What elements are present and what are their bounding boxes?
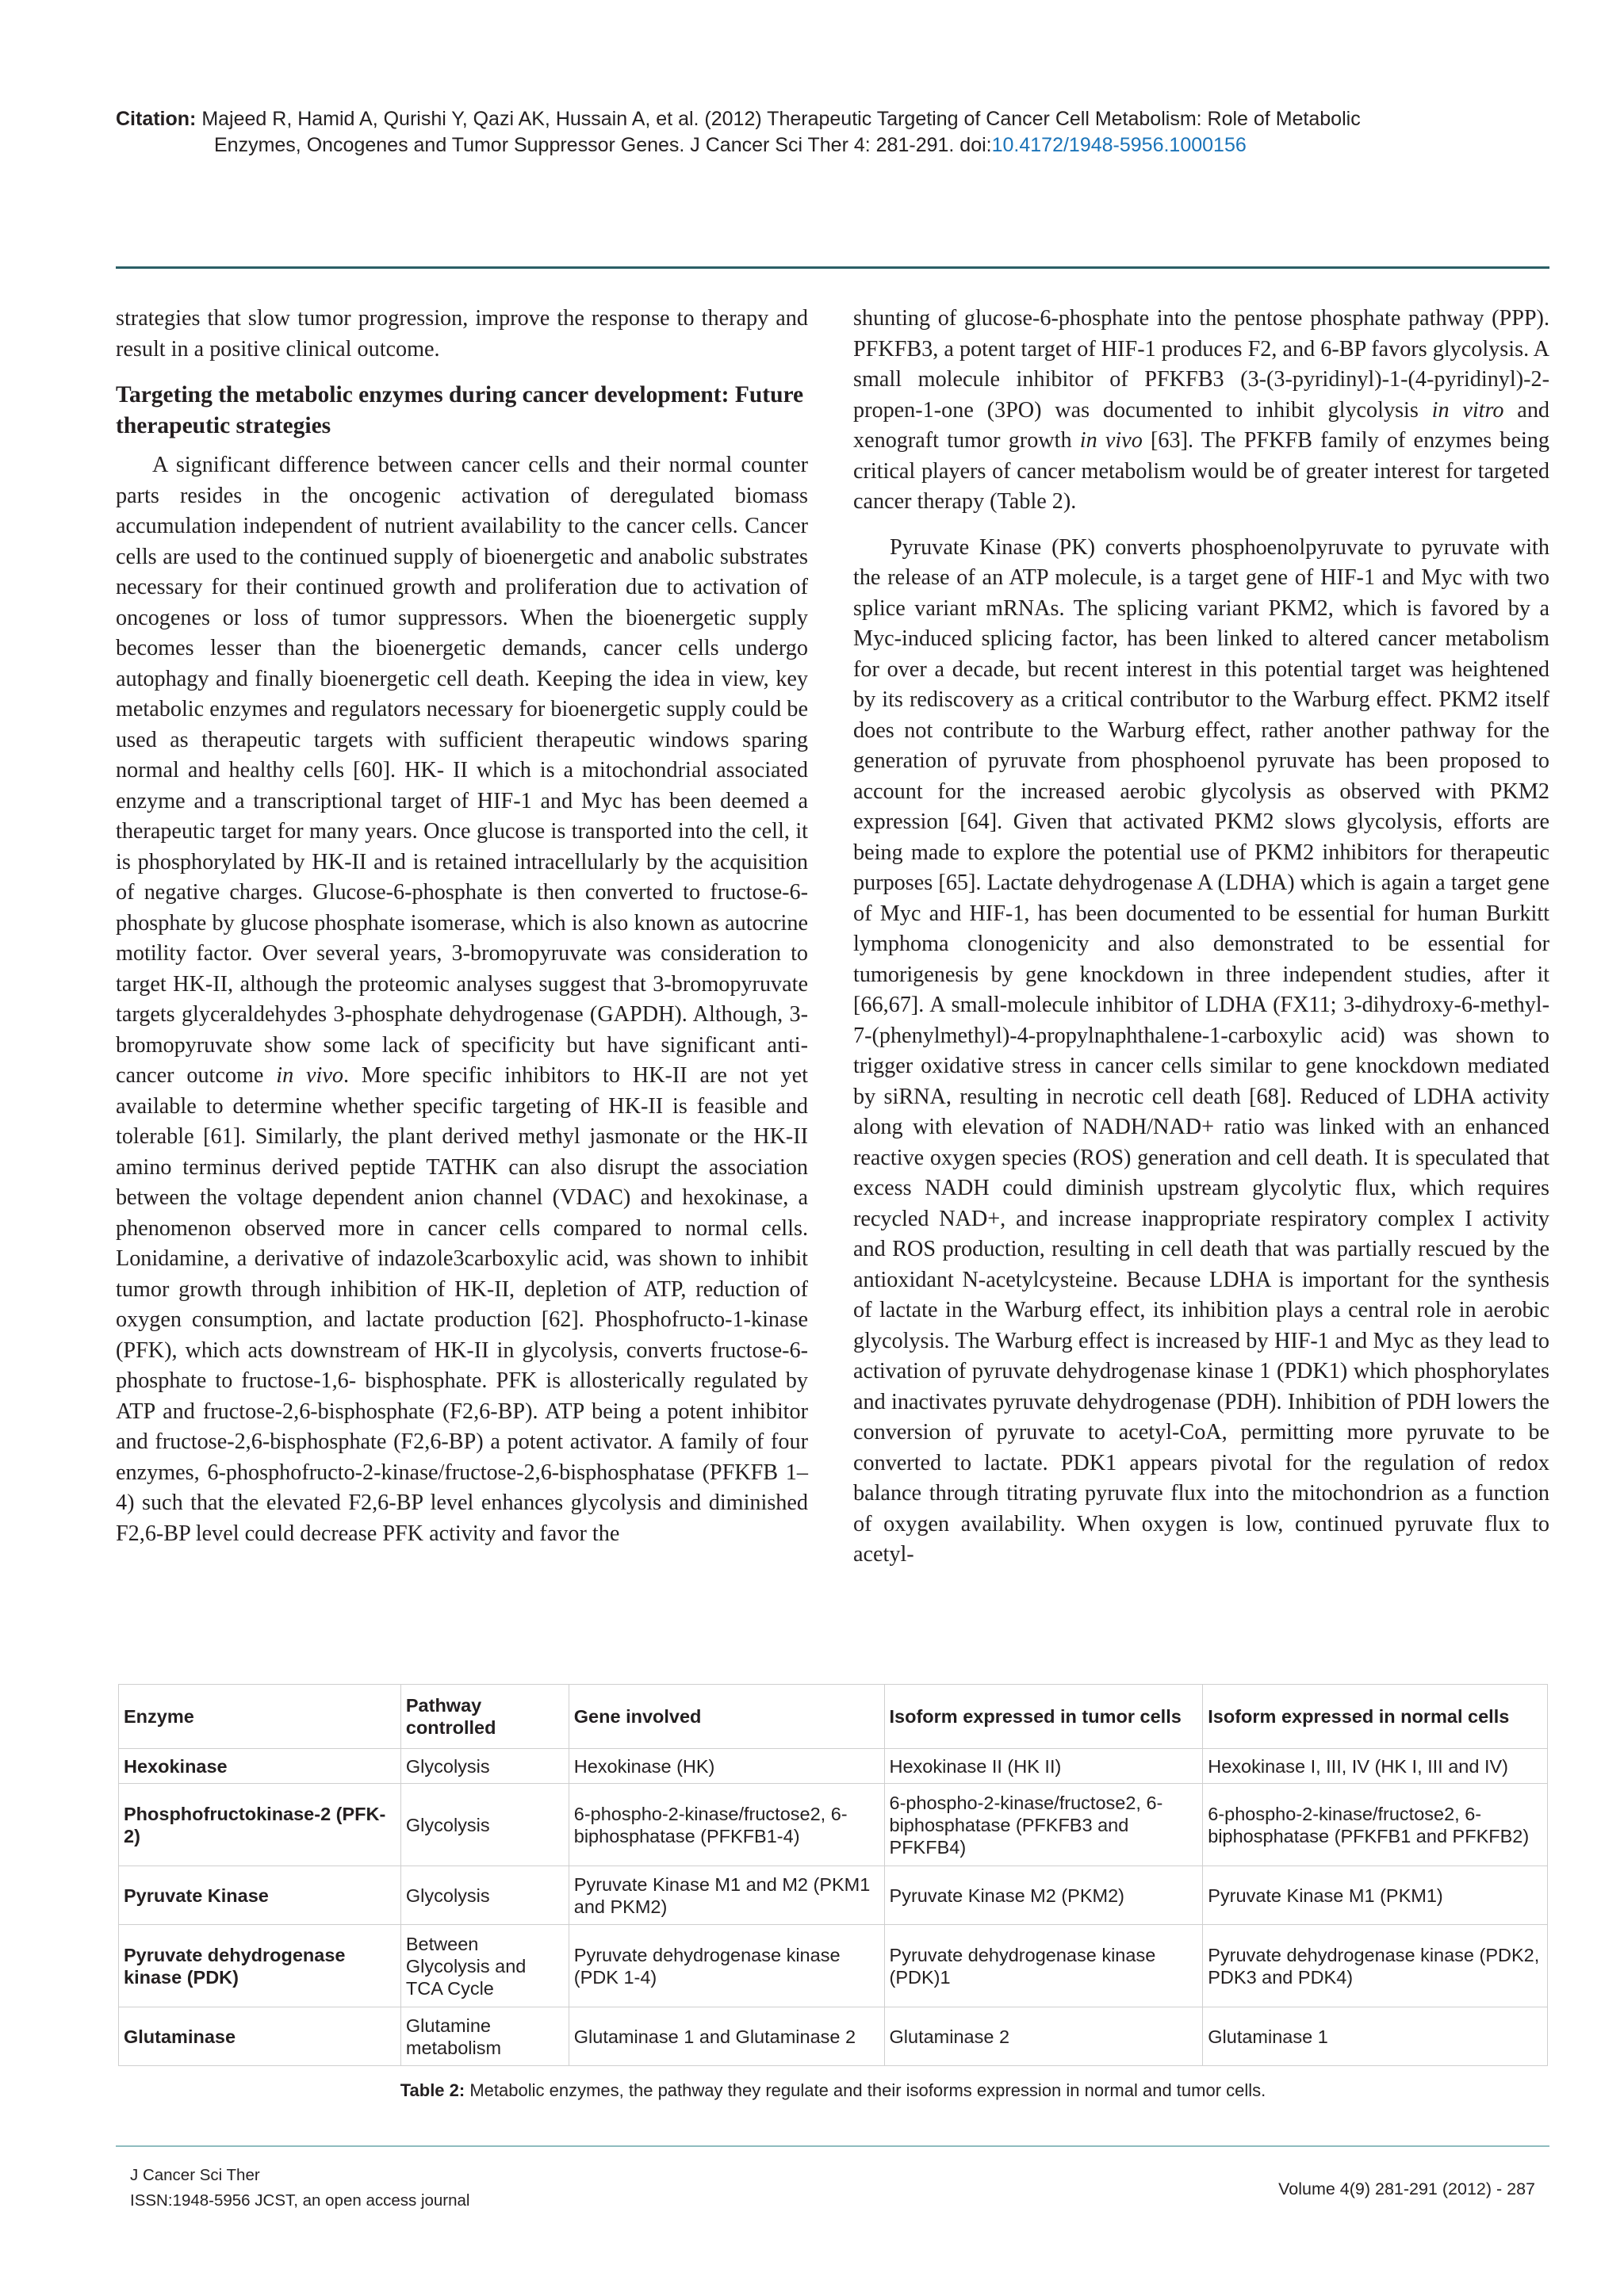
table-cell: Pyruvate Kinase M1 (PKM1) (1203, 1866, 1548, 1925)
table-header-cell: Pathway controlled (400, 1685, 569, 1749)
footer-volume: Volume 4(9) 281-291 (2012) - 287 (1278, 2179, 1535, 2198)
table-cell: Pyruvate dehydrogenase kinase (PDK) (119, 1925, 401, 2007)
text-run: and xenograft tumor growth (853, 397, 1550, 453)
table-cell: 6-phospho-2-kinase/fructose2, 6-biphosphatase (PFKFB1-4) (569, 1784, 884, 1866)
paragraph: strategies that slow tumor progression, improve the response to therapy and result in a positive clinical outcome. (116, 306, 808, 362)
doi-link[interactable]: 10.4172/1948-5956.1000156 (991, 134, 1247, 156)
table-cell: Pyruvate Kinase M2 (PKM2) (884, 1866, 1203, 1925)
text-run: [63]. The PFKFB family of enzymes being critical players of cancer metabolism would be of greater interest for targeted cancer therapy (Table 2). (853, 428, 1549, 514)
citation-line1: Majeed R, Hamid A, Qurishi Y, Qazi AK, Hussain A, et al. (2012) Therapeutic Targeting of Cancer Cell Metabolism: Role of Metabolic (201, 108, 1361, 130)
table-cell: Glutaminase 1 and Glutaminase 2 (569, 2007, 884, 2066)
citation-label: Citation: (116, 108, 197, 130)
paragraph (853, 304, 1549, 518)
table-cell: Pyruvate Kinase (119, 1866, 401, 1925)
table-cell: Hexokinase (119, 1749, 401, 1784)
table-cell: 6-phospho-2-kinase/fructose2, 6-biphosphatase (PFKFB3 and PFKFB4) (884, 1784, 1203, 1866)
text-run: A significant difference between cancer cells and their normal counter parts resides in the oncogenic activation of deregulated biomass accumulation independent of nutrient availability to the cancer cells. Cancer cells are used to the continued supply of bioenergetic and anabolic substrates necessary for their continued growth and proliferation due to activation of oncogenes or loss of tumor suppressors. When the bioenergetic supply becomes lesser than the bioenergetic demands, cancer cells undergo autophagy and finally bioenergetic cell death. Keeping the idea in view, key metabolic enzymes and regulators necessary for bioenergetic supply could be used as therapeutic targets with sufficient therapeutic windows sparing normal and healthy cells [60]. HK- II which is a mitochondrial associated enzyme and a transcriptional target of HIF-1 and Myc has been deemed a therapeutic target for many years. Once glucose is transported into the cell, it is phosphorylated by HK-II and is retained intracellularly by the acquisition of negative charges. Glucose-6-phosphate is then converted to fructose-6-phosphate by glucose phosphate isomerase, which is also known as autocrine motility factor. Over several years, 3-bromopyruvate was consideration to target HK-II, although the proteomic analyses suggest that 3-bromopyruvate targets glyceraldehydes 3-phosphate dehydrogenase (GAPDH). Although, 3-bromopyruvate show some lack of specificity but have significant anti-cancer outcome (116, 453, 808, 1088)
text-run: . More specific inhibitors to HK-II are not yet available to determine whether specific targeting of HK-II is feasible and tolerable [61]. Similarly, the plant derived methyl jasmonate or the HK-II amino terminus derived peptide TATHK can also disrupt the association between the voltage dependent anion channel (VDAC) and hexokinase, a phenomenon observed more in cancer cells compared to normal cells. Lonidamine, a derivative of indazole3carboxylic acid, was shown to inhibit tumor growth through inhibition of HK-II, depletion of ATP, reduction of oxygen consumption, and lactate production [62]. Phosphofructo-1-kinase (PFK), which acts downstream of HK-II in glycolysis, converts fructose-6-phosphate to fructose-1,6- bisphosphate. PFK is allosterically regulated by ATP and fructose-2,6-bisphosphate (F2,6-BP). ATP being a potent inhibitor and fructose-2,6-bisphosphate (F2,6-BP) a potent activator. A family of four enzymes, 6-phosphofructo-2-kinase/fructose-2,6-bisphosphatase (PFKFB 1–4) such that the elevated F2,6-BP level enhances glycolysis and diminished F2,6-BP level could decrease PFK activity and favor the (116, 1063, 808, 1546)
table-cell: Glutaminase (119, 2007, 401, 2066)
table-cell: Glycolysis (400, 1866, 569, 1925)
text-run: shunting of glucose-6-phosphate into the pentose phosphate pathway (PPP). PFKFB3, a potent target of HIF-1 produces F2, and 6-BP favors glycolysis. A small molecule inhibitor of PFKFB3 (3-(3-pyridinyl)-1-(4-pyridinyl)-2-propen-1-one (3PO) was documented to inhibit glycolysis (853, 306, 1549, 423)
table-cell: Pyruvate dehydrogenase kinase (PDK2, PDK3 and PDK4) (1203, 1925, 1548, 2007)
table-cell: Glycolysis (400, 1749, 569, 1784)
table-cell: Glutaminase 1 (1203, 2007, 1548, 2066)
table-cell: Glycolysis (400, 1784, 569, 1866)
enzyme-table (118, 1684, 1548, 2066)
table-cell: Pyruvate dehydrogenase kinase (PDK 1-4) (569, 1925, 884, 2007)
table-cell: Hexokinase (HK) (569, 1749, 884, 1784)
table-row (119, 1749, 1548, 1784)
footer-issn: ISSN:1948-5956 JCST, an open access journal (130, 2191, 470, 2210)
table-cell: Hexokinase I, III, IV (HK I, III and IV) (1203, 1749, 1548, 1784)
italic-run: in vitro (1431, 397, 1504, 423)
table-cell: Glutamine metabolism (400, 2007, 569, 2066)
table-caption-label: Table 2: (400, 2080, 465, 2100)
citation-line2: Enzymes, Oncogenes and Tumor Suppressor Genes. J Cancer Sci Ther 4: 281-291. doi: (214, 134, 992, 156)
table-cell: Glutaminase 2 (884, 2007, 1203, 2066)
header-divider (116, 266, 1549, 269)
paragraph (116, 450, 808, 1549)
paragraph: Pyruvate Kinase (PK) converts phosphoenolpyruvate to pyruvate with the release of an ATP molecule, is a target gene of HIF-1 and Myc with two splice variant mRNAs. The splicing variant PKM2, which is favored by a Myc-induced splicing factor, has been linked to altered cancer metabolism for over a decade, but recent interest in this potential target was heightened by its rediscovery as a critical contributor to the Warburg effect. PKM2 itself does not contribute to the Warburg effect, rather another pathway for the generation of pyruvate from phosphoenol pyruvate has been proposed to account for the increased aerobic glycolysis as observed with PKM2 expression [64]. Given that activated PKM2 slows glycolysis, efforts are being made to explore the potential use of PKM2 inhibitors for therapeutic purposes [65]. Lactate dehydrogenase A (LDHA) which is again a target gene of Myc and HIF-1, has been documented to be essential for human Burkitt lymphoma clonogenicity and also demonstrated to be essential for tumorigenesis by gene knockdown in three independent studies, after it [66,67]. A small-molecule inhibitor of LDHA (FX11; 3-dihydroxy-6-methyl-7-(phenylmethyl)-4-propylnaphthalene-1-carboxylic acid) was shown to trigger oxidative stress in cancer cells similar to gene knockdown mediated by siRNA, resulting in necrotic cell death [68]. Reduced of LDHA activity along with elevation of NADH/NAD+ ratio was linked with an enhanced reactive oxygen species (ROS) generation and cell death. It is speculated that excess NADH could diminish upstream glycolytic flux, which requires recycled NAD+, and increase inappropriate respiratory complex I activity and ROS production, resulting in cell death that was partially rescued by the antioxidant N-acetylcysteine. Because LDHA is important for the synthesis of lactate in the Warburg effect, its inhibition plays a central role in aerobic glycolysis. The Warburg effect is increased by HIF-1 and Myc as they lead to activation of pyruvate dehydrogenase kinase 1 (PDK1) which phosphorylates and inactivates pyruvate dehydrogenase (PDH). Inhibition of PDH lowers the conversion of pyruvate to acetyl-CoA, permitting more pyruvate to be converted to lactate. PDK1 appears pivotal for the regulation of redox balance through titrating pyruvate flux into the mitochondrion as a function of oxygen availability. When oxygen is low, continued pyruvate flux to acetyl- (853, 534, 1549, 1567)
left-column (116, 304, 808, 1549)
table-cell: Phosphofructokinase-2 (PFK-2) (119, 1784, 401, 1866)
section-heading: Targeting the metabolic enzymes during cancer development: Future therapeutic strategies (116, 382, 804, 438)
table-header-cell: Enzyme (119, 1685, 401, 1749)
table-row (119, 1784, 1548, 1866)
table-cell: Pyruvate Kinase M1 and M2 (PKM1 and PKM2) (569, 1866, 884, 1925)
table-row (119, 2007, 1548, 2066)
table-cell: Between Glycolysis and TCA Cycle (400, 1925, 569, 2007)
table-header-cell: Gene involved (569, 1685, 884, 1749)
table-row (119, 1866, 1548, 1925)
table-cell: Pyruvate dehydrogenase kinase (PDK)1 (884, 1925, 1203, 2007)
right-column (853, 304, 1549, 1571)
footer-journal: J Cancer Sci Ther (130, 2166, 260, 2184)
italic-run: in vivo (1079, 428, 1143, 453)
table-header-cell: Isoform expressed in tumor cells (884, 1685, 1203, 1749)
table-cell: 6-phospho-2-kinase/fructose2, 6-biphosphatase (PFKFB1 and PFKFB2) (1203, 1784, 1548, 1866)
table-header-row (119, 1685, 1548, 1749)
citation (116, 106, 1543, 159)
table-row (119, 1925, 1548, 2007)
footer-journal-info (130, 2163, 469, 2214)
table-caption-text: Metabolic enzymes, the pathway they regulate and their isoforms expression in normal and tumor cells. (465, 2080, 1266, 2100)
footer-divider (116, 2145, 1549, 2147)
italic-run: in vivo (276, 1063, 343, 1088)
table-header-cell: Isoform expressed in normal cells (1203, 1685, 1548, 1749)
table-cell: Hexokinase II (HK II) (884, 1749, 1203, 1784)
table-caption (118, 2080, 1548, 2102)
